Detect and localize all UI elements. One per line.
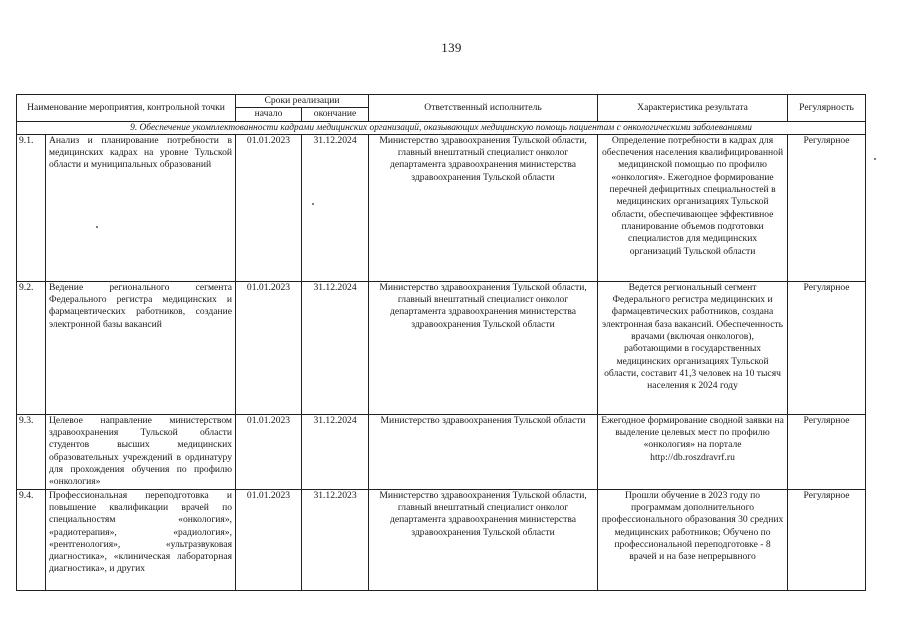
row-number: 9.4. <box>17 489 46 590</box>
scan-speck <box>312 203 314 205</box>
activity-name: Целевое направление министерством здравоохранения Тульской области студентов высших медицинских образовательных учреждений в ординатуру для прохождения обучения по профилю «онкология» <box>46 414 236 489</box>
regularity: Регулярное <box>788 414 866 489</box>
header-executor: Ответственный исполнитель <box>369 95 598 122</box>
row-number: 9.2. <box>17 281 46 414</box>
result-description: Ведется региональный сегмент Федерального регистра медицинских и фармацевтических работников, создана электронная база вакансий. Обеспеченность врачами (включая онкологов), работающими в государственных медицинских организациях Тульской области, составит 41,3 человек на 10 тысяч населения к 2024 году <box>598 281 788 414</box>
regularity: Регулярное <box>788 489 866 590</box>
result-description-text: Прошли обучение в 2023 году по программам дополнительного профессионального образования 30 средних медицинских работников; Обучено по профессиональной переподготовке - 8 врачей и на базе непрерывного <box>601 489 784 563</box>
end-date: 31.12.2023 <box>302 489 369 590</box>
result-description: Определение потребности в кадрах для обеспечения населения квалифицированной медицинской помощью по профилю «онкология». Ежегодное формирование перечней дефицитных специальностей в медицинских организациях Тульской области, обеспечивающее эффективное планирование объемов подготовки специалистов для медицинских организаций Тульской области <box>598 134 788 281</box>
page-number: 139 <box>441 40 462 55</box>
header-end: окончание <box>302 108 369 121</box>
start-date: 01.01.2023 <box>236 414 302 489</box>
responsible-executor: Министерство здравоохранения Тульской области <box>369 414 598 489</box>
regularity: Регулярное <box>788 281 866 414</box>
row-number: 9.3. <box>17 414 46 489</box>
activity-name: Ведение регионального сегмента Федерального регистра медицинских и фармацевтических работников, создание электронной базы вакансий <box>46 281 236 414</box>
activity-name-text: Профессиональная переподготовка и повышение квалификации врачей по специальностям «онкология», «радиотерапия», «радиология», «рентгенология», «ультразвуковая диагностика», «клиническая лабораторная диагностика», и других <box>49 489 233 575</box>
header-start: начало <box>236 108 302 121</box>
table-row <box>17 489 866 590</box>
scan-speck <box>96 226 98 228</box>
result-description <box>598 489 788 590</box>
table-row <box>17 414 866 489</box>
responsible-executor: Министерство здравоохранения Тульской области, главный внештатный специалист онколог департамента здравоохранения министерства здравоохранения Тульской области <box>369 489 598 590</box>
table-row <box>17 134 866 281</box>
end-date: 31.12.2024 <box>302 134 369 281</box>
start-date: 01.01.2023 <box>236 281 302 414</box>
header-terms: Сроки реализации <box>236 95 369 108</box>
responsible-executor: Министерство здравоохранения Тульской области, главный внештатный специалист онколог департамента здравоохранения министерства здравоохранения Тульской области <box>369 281 598 414</box>
row-number: 9.1. <box>17 134 46 281</box>
end-date: 31.12.2024 <box>302 414 369 489</box>
header-name: Наименование мероприятия, контрольной точки <box>17 95 236 122</box>
end-date: 31.12.2024 <box>302 281 369 414</box>
section-title: 9. Обеспечение укомплектованности кадрами медицинских организаций, оказывающих медицинскую помощь пациентам с онкологическими заболеваниями <box>17 121 866 134</box>
regularity: Регулярное <box>788 134 866 281</box>
activity-name: Анализ и планирование потребности в медицинских кадрах на уровне Тульской области и муниципальных образований <box>46 134 236 281</box>
table-row <box>17 281 866 414</box>
section-row <box>17 121 866 134</box>
start-date: 01.01.2023 <box>236 134 302 281</box>
header-result: Характеристика результата <box>598 95 788 122</box>
table-header-row <box>17 95 866 108</box>
header-regularity: Регулярность <box>788 95 866 122</box>
activity-name <box>46 489 236 590</box>
result-description: Ежегодное формирование сводной заявки на выделение целевых мест по профилю «онкология» на портале http://db.roszdravrf.ru <box>598 414 788 489</box>
start-date: 01.01.2023 <box>236 489 302 590</box>
scan-speck <box>874 158 876 160</box>
activities-table <box>16 94 866 591</box>
responsible-executor: Министерство здравоохранения Тульской области, главный внештатный специалист онколог департамента здравоохранения министерства здравоохранения Тульской области <box>369 134 598 281</box>
